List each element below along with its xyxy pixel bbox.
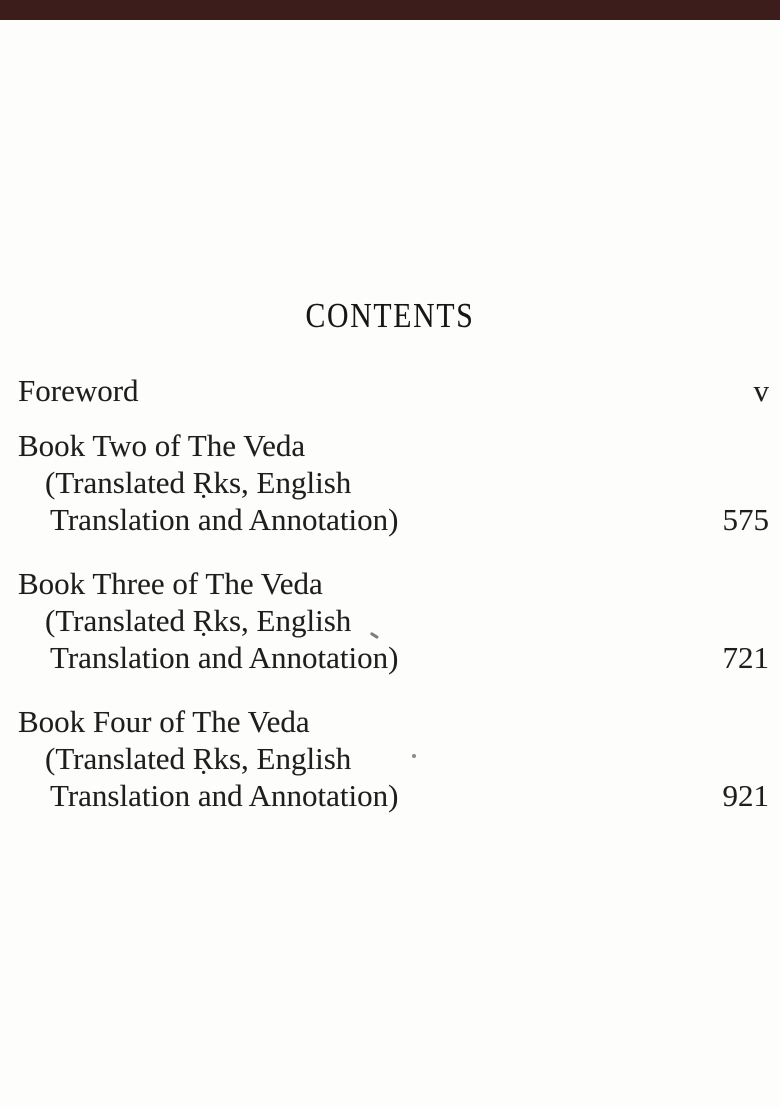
toc-page-number: v: [753, 373, 769, 408]
toc-entry-title: Book Three of The Veda: [18, 566, 323, 601]
book-cover-edge: [0, 0, 780, 20]
toc-entry-title: Book Four of The Veda: [18, 704, 310, 739]
toc-entry-title: Book Two of The Veda: [18, 428, 306, 463]
toc-entry-foreword: [18, 372, 769, 409]
toc-entry-subtitle-line: Translation and Annotation): [50, 778, 399, 813]
toc-entry-book-four: [18, 703, 769, 814]
toc-entry-subtitle-line: (Translated Ṛks, English: [45, 465, 352, 500]
toc-page-number: 721: [722, 640, 769, 675]
toc-entry-book-three: [18, 565, 769, 676]
page-title: CONTENTS: [305, 296, 475, 335]
toc-page-number: 575: [722, 502, 769, 537]
toc-entry-book-two: [18, 427, 769, 538]
toc-entry-subtitle-line: Translation and Annotation): [50, 502, 399, 537]
toc-entry-subtitle-line: Translation and Annotation): [50, 640, 399, 675]
toc-page-number: 921: [722, 778, 769, 813]
toc-entry-title: Foreword: [18, 373, 139, 408]
toc-entry-subtitle-line: (Translated Ṛks, English: [45, 603, 352, 638]
print-speck: [412, 754, 416, 758]
toc-entry-subtitle-line: (Translated Ṛks, English: [45, 741, 352, 776]
